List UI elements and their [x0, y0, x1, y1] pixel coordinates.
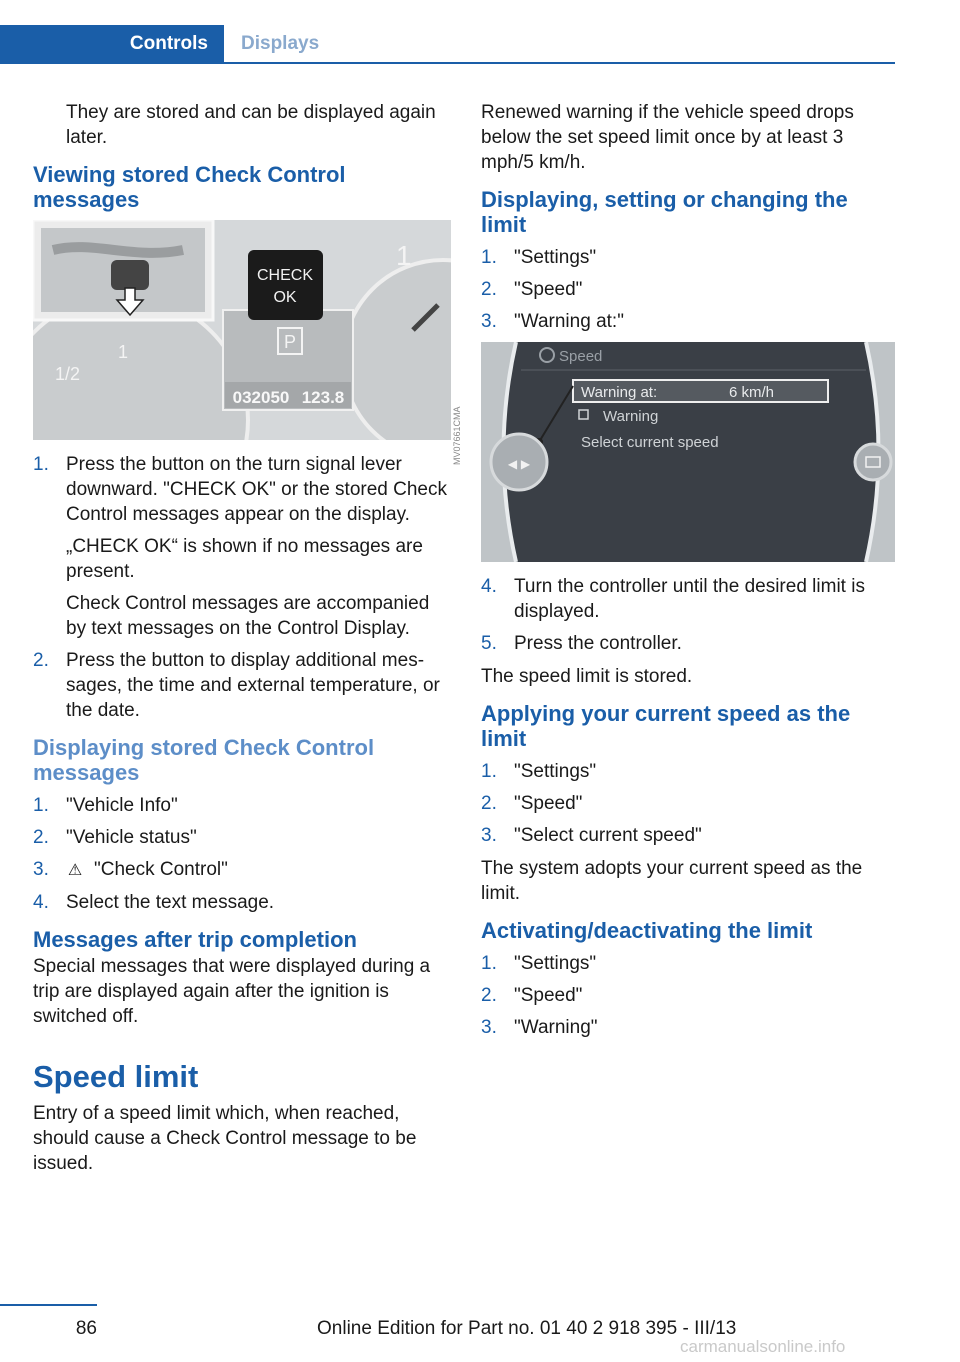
list-item [481, 759, 895, 784]
list-item [481, 574, 895, 624]
list-item [481, 631, 895, 656]
step-number: 3. [481, 1017, 497, 1038]
check-control-figure [33, 220, 451, 440]
heading-applying: Applying your current speed as the limit [481, 701, 851, 751]
select-current-speed-option: Select current speed [581, 434, 719, 451]
steps-setting-cont [481, 574, 895, 656]
warning-at-value: 6 km/h [729, 384, 775, 401]
control-display-illustration [481, 342, 895, 562]
step-number: 2. [481, 985, 497, 1006]
step-number: 1. [481, 247, 497, 268]
list-item [481, 791, 895, 816]
list-item [481, 983, 895, 1008]
park-label: P [283, 332, 297, 352]
step-text: "Warning at:" [514, 311, 624, 332]
tab-controls[interactable]: Controls [0, 25, 224, 62]
step-text: Check Control messages are accompanied by text messages on the Control Display. [66, 593, 430, 639]
step-text: Turn the controller until the desired limit is displayed. [514, 576, 865, 622]
step-text: "Select current speed" [514, 825, 702, 846]
step-text: Press the controller. [514, 633, 682, 654]
step-number: 3. [33, 859, 49, 880]
tank-half-label: 1/2 [55, 364, 81, 384]
renewed-text: Renewed warning if the vehicle speed drops below the set speed limit once by at least 3 mph/5 km/h. [481, 102, 854, 173]
step-number: 2. [33, 827, 49, 848]
svg-text:◀ ▶: ◀ ▶ [507, 457, 531, 471]
ok-label: OK [273, 289, 297, 306]
step-text: "Settings" [514, 953, 597, 974]
list-item [33, 648, 451, 723]
stored-text: The speed limit is stored. [481, 666, 693, 687]
step-number: 2. [481, 279, 497, 300]
step-text: "Speed" [514, 985, 583, 1006]
heading-activating: Activating/deactivating the limit [481, 918, 813, 943]
step-number: 2. [481, 793, 497, 814]
step-text: "Vehicle status" [66, 827, 197, 848]
heading-setting: Displaying, setting or changing the limit [481, 187, 848, 237]
list-item [33, 890, 451, 915]
step-number: 4. [481, 576, 497, 597]
list-item [33, 857, 451, 883]
list-item [33, 825, 451, 850]
list-item [33, 793, 451, 818]
step-number: 3. [481, 825, 497, 846]
step-text: "Vehicle Info" [66, 795, 178, 816]
check-label: CHECK [256, 267, 314, 284]
footer-rule [0, 1304, 97, 1306]
step-text: Press the button to display additional mes‐sages, the time and external temperature, or the date. [66, 650, 440, 721]
step-text: "Warning" [514, 1017, 598, 1038]
step-text: "Speed" [514, 279, 583, 300]
instrument-cluster-illustration [33, 220, 451, 440]
heading-after-trip: Messages after trip completion [33, 927, 357, 952]
intro-text: They are stored and can be displayed again later. [66, 102, 436, 148]
gauge-label: 1 [396, 240, 412, 271]
odometer-value: 032050 [232, 388, 290, 407]
list-item [481, 951, 895, 976]
figure-code: MV07661CMA [452, 406, 462, 465]
step-number: 4. [33, 892, 49, 913]
heading-viewing: Viewing stored Check Control messages [33, 162, 346, 212]
step-text: Press the button on the turn signal lever downward. "CHECK OK" or the stored Check Control messages appear on the display. [66, 454, 447, 525]
online-edition: Online Edition for Part no. 01 40 2 918 395 - III/13 [317, 1318, 737, 1339]
steps-activating [481, 951, 895, 1040]
warning-triangle-icon: ⚠ [67, 862, 83, 879]
step-number: 2. [33, 650, 49, 671]
steps-displaying [33, 793, 451, 915]
right-column [481, 100, 895, 1048]
step-text: "Settings" [514, 761, 597, 782]
step-text: „CHECK OK“ is shown if no messages are present. [66, 536, 423, 582]
page-number: 86 [75, 1318, 97, 1339]
warning-at-label: Warning at: [581, 384, 658, 401]
menu-title: Speed [559, 348, 603, 365]
heading-displaying: Displaying stored Check Control messages [33, 735, 375, 785]
adopts-text: The system adopts your current speed as the limit. [481, 858, 863, 904]
speed-limit-text: Entry of a speed limit which, when reached, should cause a Check Control message to be issued. [33, 1103, 417, 1174]
left-column [33, 100, 451, 1184]
list-item [481, 823, 895, 848]
tank-one-label: 1 [118, 342, 129, 362]
list-item [481, 277, 895, 302]
heading-speed-limit: Speed limit [33, 1059, 199, 1094]
step-number: 1. [33, 454, 49, 475]
step-number: 3. [481, 311, 497, 332]
speed-menu-figure [481, 342, 895, 562]
list-item [481, 1015, 895, 1040]
tab-displays[interactable]: Displays [241, 33, 320, 54]
steps-viewing [33, 452, 451, 723]
step-text: "Speed" [514, 793, 583, 814]
step-number: 5. [481, 633, 497, 654]
step-text: Select the text message. [66, 892, 275, 913]
step-text: "Settings" [514, 247, 597, 268]
page-header [0, 25, 895, 64]
after-trip-text: Special messages that were displayed during a trip are displayed again after the ignition is switched off. [33, 956, 431, 1027]
steps-setting [481, 245, 895, 334]
trip-value: 123.8 [301, 388, 345, 407]
list-item [481, 245, 895, 270]
list-item [33, 452, 451, 641]
warning-option: Warning [603, 408, 659, 425]
step-number: 1. [33, 795, 49, 816]
list-item [481, 309, 895, 334]
step-number: 1. [481, 953, 497, 974]
step-text: "Check Control" [94, 859, 228, 880]
watermark[interactable]: carmanualsonline.info [680, 1337, 846, 1356]
step-number: 1. [481, 761, 497, 782]
steps-applying [481, 759, 895, 848]
